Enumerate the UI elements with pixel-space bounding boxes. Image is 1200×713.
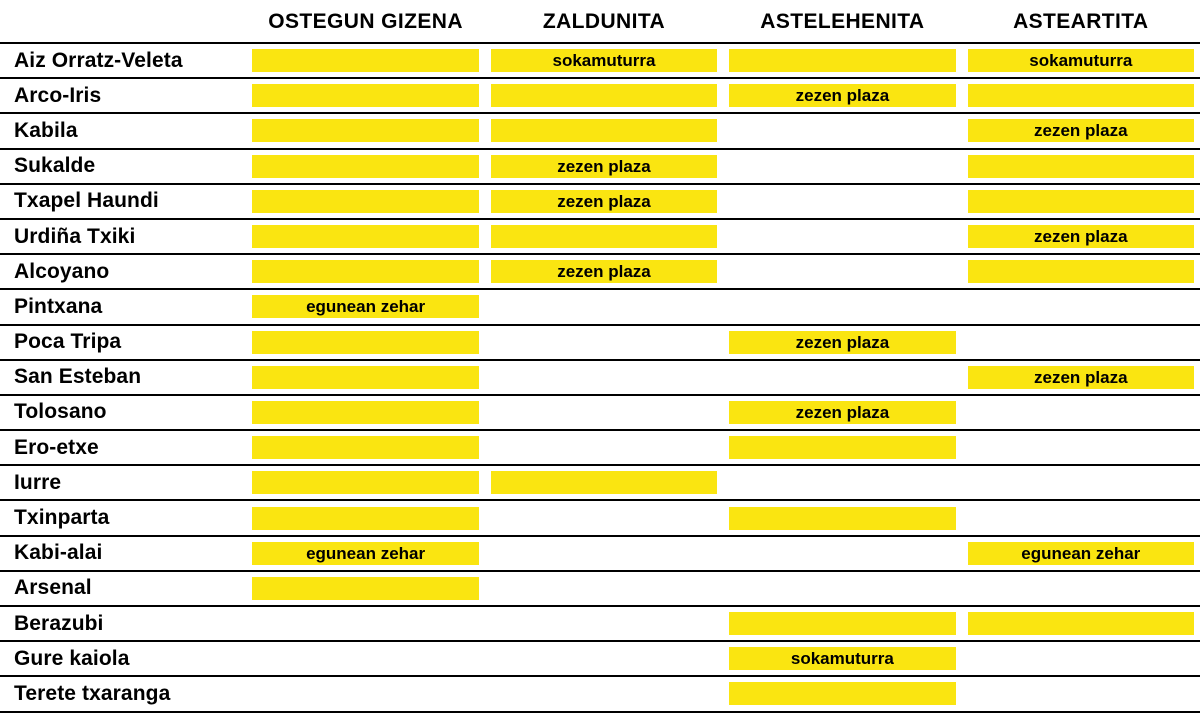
schedule-cell bbox=[246, 536, 484, 571]
schedule-cell bbox=[485, 430, 723, 465]
row-label: Poca Tripa bbox=[0, 325, 246, 360]
column-header-zaldunita: ZALDUNITA bbox=[542, 10, 666, 33]
schedule-cell bbox=[246, 571, 484, 606]
schedule-cell bbox=[246, 184, 484, 219]
activity-bar: zezen plaza bbox=[729, 401, 955, 424]
activity-bar: zezen plaza bbox=[491, 155, 717, 178]
table-row bbox=[0, 641, 1200, 676]
schedule-cell bbox=[723, 606, 961, 641]
row-label: Pintxana bbox=[0, 289, 246, 324]
schedule-cell bbox=[485, 219, 723, 254]
schedule-cell bbox=[723, 430, 961, 465]
schedule-cell bbox=[485, 571, 723, 606]
empty-slot bbox=[491, 577, 717, 600]
table-body bbox=[0, 43, 1200, 712]
activity-bar bbox=[968, 84, 1194, 107]
row-label: Arsenal bbox=[0, 571, 246, 606]
table-row bbox=[0, 500, 1200, 535]
empty-slot bbox=[252, 682, 478, 705]
activity-bar: zezen plaza bbox=[491, 190, 717, 213]
schedule-cell bbox=[962, 78, 1200, 113]
schedule-cell bbox=[962, 149, 1200, 184]
empty-slot bbox=[491, 612, 717, 635]
activity-bar: zezen plaza bbox=[968, 225, 1194, 248]
table-row bbox=[0, 395, 1200, 430]
row-label: Ero-etxe bbox=[0, 430, 246, 465]
schedule-cell bbox=[723, 78, 961, 113]
activity-bar bbox=[252, 471, 478, 494]
schedule-cell bbox=[485, 184, 723, 219]
table-row bbox=[0, 536, 1200, 571]
activity-bar bbox=[729, 436, 955, 459]
empty-slot bbox=[968, 401, 1194, 424]
row-label: Gure kaiola bbox=[0, 641, 246, 676]
empty-slot bbox=[729, 119, 955, 142]
schedule-cell bbox=[962, 219, 1200, 254]
schedule-cell bbox=[962, 43, 1200, 78]
activity-bar bbox=[968, 155, 1194, 178]
schedule-cell bbox=[246, 325, 484, 360]
schedule-cell bbox=[723, 43, 961, 78]
activity-bar: egunean zehar bbox=[252, 295, 478, 318]
table-row bbox=[0, 360, 1200, 395]
empty-slot bbox=[729, 542, 955, 565]
table-row bbox=[0, 254, 1200, 289]
activity-bar bbox=[968, 612, 1194, 635]
activity-bar bbox=[729, 49, 955, 72]
activity-bar bbox=[252, 225, 478, 248]
activity-bar: zezen plaza bbox=[729, 84, 955, 107]
activity-bar bbox=[252, 49, 478, 72]
activity-bar: zezen plaza bbox=[491, 260, 717, 283]
schedule-cell bbox=[485, 325, 723, 360]
schedule-cell bbox=[962, 606, 1200, 641]
empty-slot bbox=[491, 682, 717, 705]
empty-slot bbox=[968, 331, 1194, 354]
schedule-cell bbox=[962, 254, 1200, 289]
table-row bbox=[0, 289, 1200, 324]
activity-bar bbox=[252, 190, 478, 213]
table-row bbox=[0, 113, 1200, 148]
activity-bar bbox=[252, 577, 478, 600]
schedule-cell bbox=[723, 254, 961, 289]
schedule-cell bbox=[246, 289, 484, 324]
schedule-cell bbox=[246, 606, 484, 641]
activity-bar: egunean zehar bbox=[968, 542, 1194, 565]
schedule-cell bbox=[723, 219, 961, 254]
schedule-cell bbox=[485, 43, 723, 78]
schedule-cell bbox=[485, 500, 723, 535]
schedule-cell bbox=[485, 113, 723, 148]
schedule-cell bbox=[723, 395, 961, 430]
empty-slot bbox=[729, 225, 955, 248]
row-label: Txinparta bbox=[0, 500, 246, 535]
schedule-cell bbox=[485, 395, 723, 430]
empty-slot bbox=[729, 577, 955, 600]
empty-slot bbox=[491, 331, 717, 354]
activity-bar: sokamuturra bbox=[491, 49, 717, 72]
schedule-cell bbox=[962, 325, 1200, 360]
schedule-cell bbox=[962, 184, 1200, 219]
activity-bar bbox=[252, 366, 478, 389]
activity-bar bbox=[491, 471, 717, 494]
activity-bar: sokamuturra bbox=[968, 49, 1194, 72]
empty-slot bbox=[491, 295, 717, 318]
schedule-cell bbox=[723, 641, 961, 676]
empty-slot bbox=[729, 155, 955, 178]
row-label: Kabila bbox=[0, 113, 246, 148]
activity-bar bbox=[968, 260, 1194, 283]
column-header-asteartita: ASTEARTITA bbox=[1013, 10, 1149, 33]
activity-bar bbox=[252, 84, 478, 107]
empty-slot bbox=[729, 260, 955, 283]
schedule-cell bbox=[723, 289, 961, 324]
schedule-cell bbox=[246, 78, 484, 113]
header-row bbox=[0, 0, 1200, 43]
schedule-cell bbox=[246, 113, 484, 148]
activity-bar bbox=[252, 436, 478, 459]
empty-slot bbox=[252, 612, 478, 635]
empty-slot bbox=[968, 577, 1194, 600]
schedule-cell bbox=[485, 149, 723, 184]
schedule-cell bbox=[485, 676, 723, 711]
schedule-cell bbox=[723, 536, 961, 571]
activity-bar: zezen plaza bbox=[968, 119, 1194, 142]
empty-slot bbox=[729, 295, 955, 318]
activity-bar bbox=[968, 190, 1194, 213]
empty-slot bbox=[491, 401, 717, 424]
empty-slot bbox=[968, 295, 1194, 318]
schedule-cell bbox=[962, 430, 1200, 465]
schedule-cell bbox=[962, 500, 1200, 535]
activity-bar bbox=[252, 260, 478, 283]
schedule-cell bbox=[962, 676, 1200, 711]
empty-slot bbox=[491, 507, 717, 530]
empty-slot bbox=[729, 471, 955, 494]
column-header-name bbox=[0, 0, 246, 43]
schedule-cell bbox=[962, 536, 1200, 571]
empty-slot bbox=[491, 542, 717, 565]
empty-slot bbox=[968, 507, 1194, 530]
schedule-cell bbox=[246, 676, 484, 711]
schedule-cell bbox=[485, 606, 723, 641]
row-label: Sukalde bbox=[0, 149, 246, 184]
table-row bbox=[0, 325, 1200, 360]
row-label: Kabi-alai bbox=[0, 536, 246, 571]
activity-bar bbox=[252, 119, 478, 142]
schedule-cell bbox=[485, 254, 723, 289]
table-row bbox=[0, 465, 1200, 500]
schedule-cell bbox=[723, 571, 961, 606]
activity-bar bbox=[252, 155, 478, 178]
schedule-cell bbox=[723, 113, 961, 148]
schedule-cell bbox=[723, 360, 961, 395]
empty-slot bbox=[729, 366, 955, 389]
schedule-cell bbox=[962, 571, 1200, 606]
empty-slot bbox=[968, 647, 1194, 670]
activity-bar: zezen plaza bbox=[968, 366, 1194, 389]
table-row bbox=[0, 78, 1200, 113]
activity-bar: zezen plaza bbox=[729, 331, 955, 354]
row-label: Txapel Haundi bbox=[0, 184, 246, 219]
activity-bar: egunean zehar bbox=[252, 542, 478, 565]
row-label: Aiz Orratz-Veleta bbox=[0, 43, 246, 78]
table-row bbox=[0, 184, 1200, 219]
schedule-cell bbox=[962, 395, 1200, 430]
table-row bbox=[0, 676, 1200, 711]
table-row bbox=[0, 571, 1200, 606]
activity-bar bbox=[491, 119, 717, 142]
schedule-cell bbox=[723, 500, 961, 535]
empty-slot bbox=[252, 647, 478, 670]
schedule-cell bbox=[246, 219, 484, 254]
schedule-cell bbox=[246, 465, 484, 500]
schedule-cell bbox=[723, 676, 961, 711]
activity-bar bbox=[729, 507, 955, 530]
schedule-cell bbox=[962, 113, 1200, 148]
row-label: Alcoyano bbox=[0, 254, 246, 289]
activity-bar bbox=[491, 225, 717, 248]
column-header-astelehenita: ASTELEHENITA bbox=[760, 10, 925, 33]
row-label: Iurre bbox=[0, 465, 246, 500]
activity-bar bbox=[491, 84, 717, 107]
schedule-cell bbox=[246, 500, 484, 535]
row-label: Berazubi bbox=[0, 606, 246, 641]
schedule-cell bbox=[485, 360, 723, 395]
row-label: Urdiña Txiki bbox=[0, 219, 246, 254]
schedule-cell bbox=[962, 289, 1200, 324]
table-row bbox=[0, 219, 1200, 254]
schedule-cell bbox=[723, 465, 961, 500]
schedule-cell bbox=[723, 149, 961, 184]
table-row bbox=[0, 606, 1200, 641]
schedule-cell bbox=[246, 43, 484, 78]
empty-slot bbox=[968, 471, 1194, 494]
schedule-cell bbox=[723, 325, 961, 360]
row-label: Terete txaranga bbox=[0, 676, 246, 711]
activity-bar bbox=[252, 331, 478, 354]
activity-bar bbox=[252, 401, 478, 424]
activity-bar bbox=[252, 507, 478, 530]
schedule-cell bbox=[485, 289, 723, 324]
table-row bbox=[0, 43, 1200, 78]
schedule-cell bbox=[485, 536, 723, 571]
schedule-cell bbox=[246, 641, 484, 676]
schedule-cell bbox=[962, 465, 1200, 500]
empty-slot bbox=[491, 647, 717, 670]
empty-slot bbox=[491, 366, 717, 389]
schedule-cell bbox=[246, 430, 484, 465]
activity-bar bbox=[729, 682, 955, 705]
table-header bbox=[0, 0, 1200, 43]
activity-bar: sokamuturra bbox=[729, 647, 955, 670]
column-header-ostegun-gizena: OSTEGUN GIZENA bbox=[268, 10, 463, 33]
empty-slot bbox=[968, 436, 1194, 459]
schedule-cell bbox=[246, 360, 484, 395]
schedule-cell bbox=[723, 184, 961, 219]
schedule-cell bbox=[962, 360, 1200, 395]
schedule-cell bbox=[246, 149, 484, 184]
row-label: Tolosano bbox=[0, 395, 246, 430]
schedule-cell bbox=[485, 78, 723, 113]
activity-bar bbox=[729, 612, 955, 635]
empty-slot bbox=[968, 682, 1194, 705]
schedule-cell bbox=[246, 254, 484, 289]
empty-slot bbox=[729, 190, 955, 213]
table-row bbox=[0, 149, 1200, 184]
schedule-cell bbox=[962, 641, 1200, 676]
schedule-cell bbox=[246, 395, 484, 430]
table-row bbox=[0, 430, 1200, 465]
empty-slot bbox=[491, 436, 717, 459]
schedule-cell bbox=[485, 465, 723, 500]
row-label: San Esteban bbox=[0, 360, 246, 395]
row-label: Arco-Iris bbox=[0, 78, 246, 113]
schedule-cell bbox=[485, 641, 723, 676]
